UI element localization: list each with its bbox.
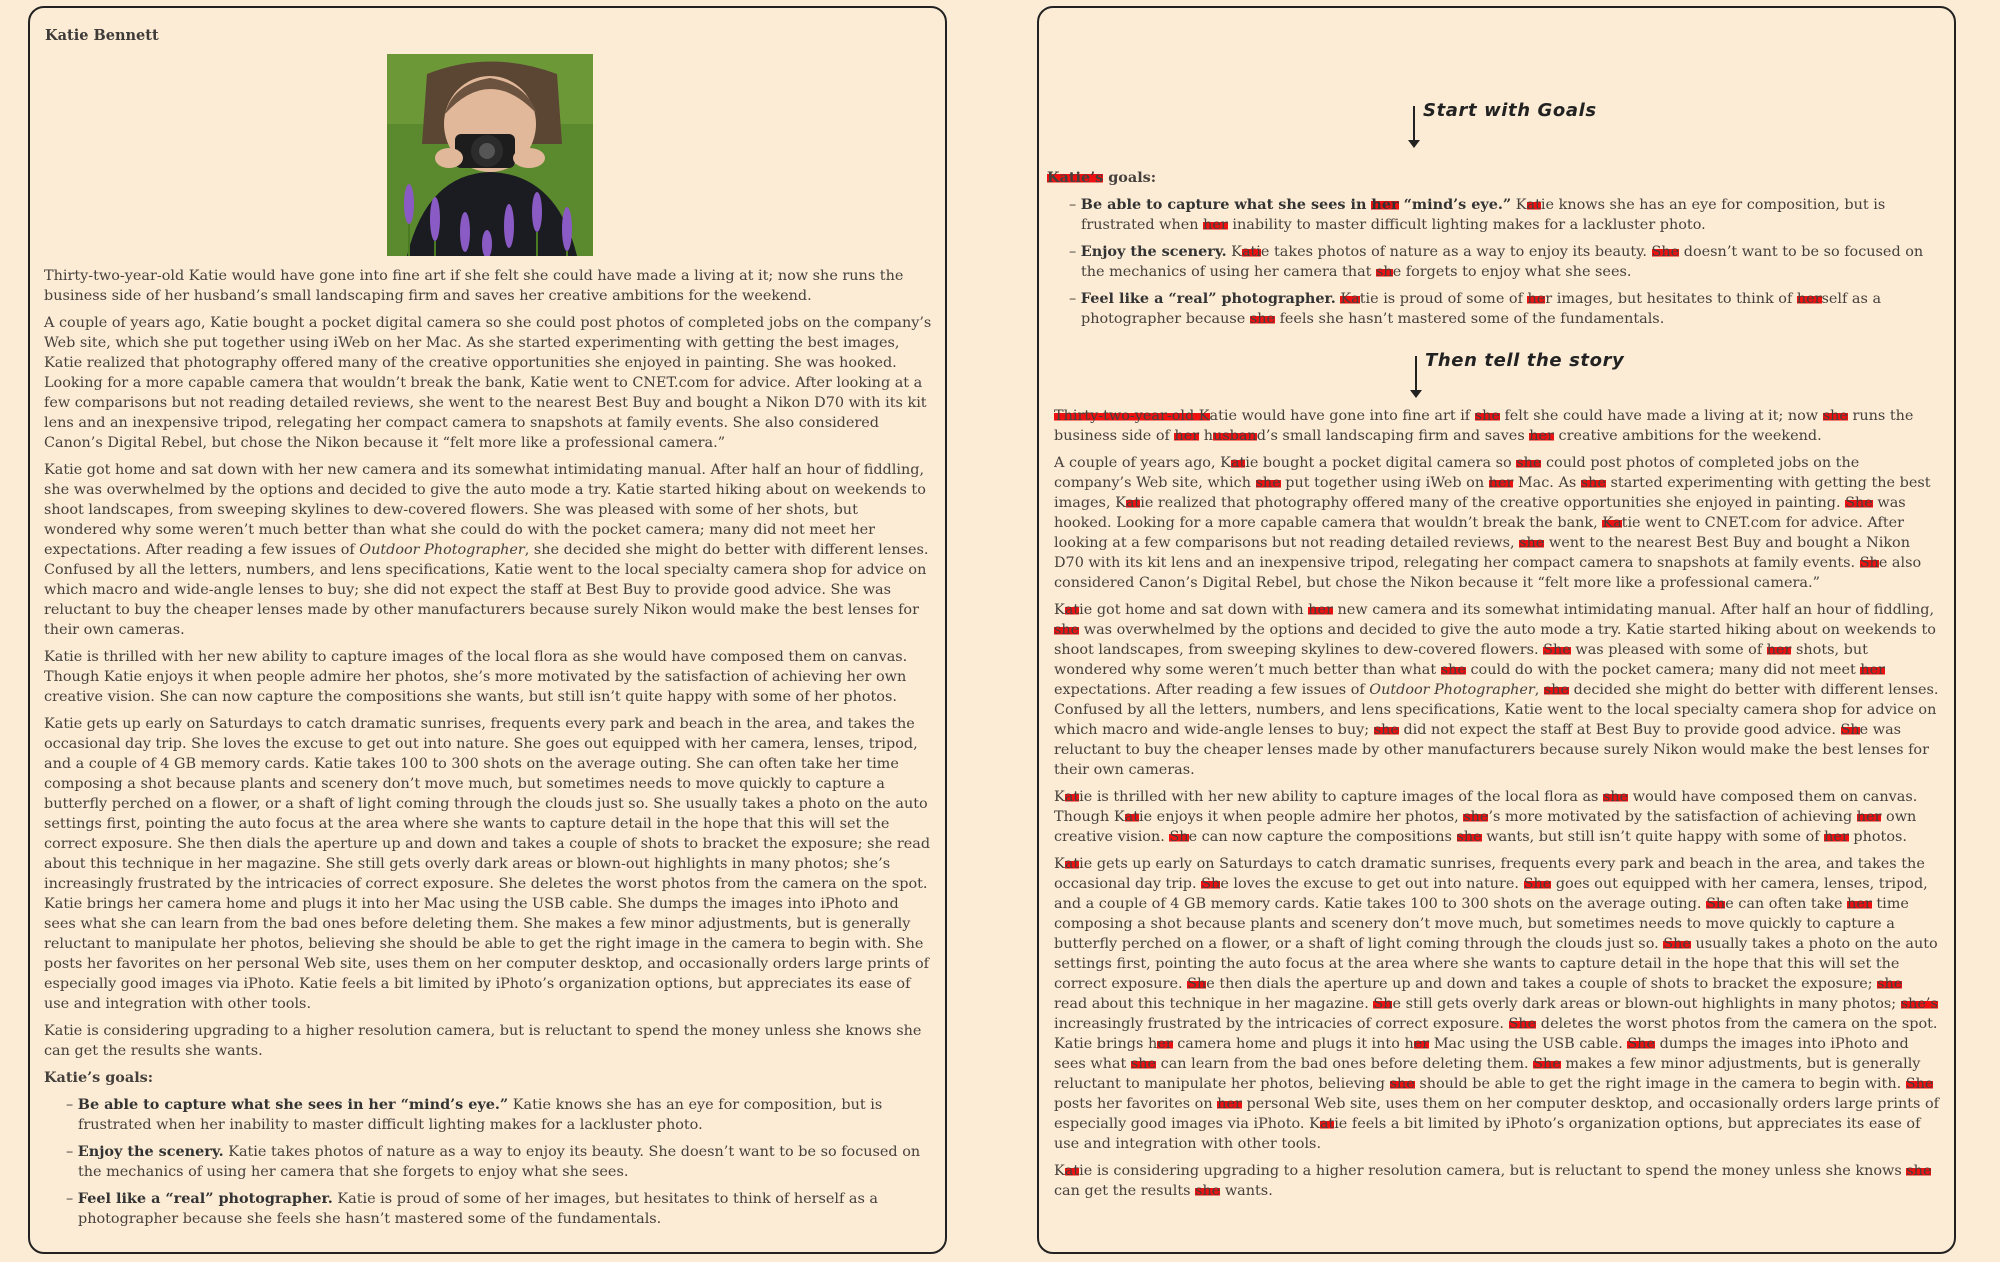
goal-text: Katie knows she has an eye for composition, but is frustrated when her inability to master difficult lighting makes for a lackluster photo. [78,1097,883,1133]
goal-text: Katie takes photos of nature as a way to enjoy its beauty. She doesn’t want to be so focused on the mechanics of using her camera that she forgets to enjoy what she sees. [78,1144,921,1180]
redaction-mark: she [1474,408,1500,424]
goal-item: – Feel like a “real” photographer. Katie is proud of some of her images, but hesitates to think of herself as a photographer because she feels she hasn’t mastered some of the fundamentals. [1069,290,1882,327]
redaction-mark: she [1580,475,1606,491]
goal-item: – Enjoy the scenery. Katie takes photos of nature as a way to enjoy its beauty. She doesn’t want to be so focused on the mechanics of using her camera that she forgets to enjoy what she sees. [66,1143,921,1180]
redaction-mark: she [1456,829,1482,845]
paragraph: Katie got home and sat down with her new camera and its somewhat intimidating manual. After half an hour of fiddling, she was overwhelmed by the options and decided to give the auto mode a try. Katie started hiking about on weekends to shoot landscapes, from sweeping skylines to dew-covered flowers. She was pleased with some of her shots, but wondered why some weren’t much better than what she could do with the pocket camera; many did not meet her expectations. After reading a few issues of Outdoor Photographer, she decided she might do better with different lenses. Confused by all the letters, numbers, and lens specifications, Katie went to the local specialty camera shop for advice on which macro and wide-angle lenses to buy; she did not expect the staff at Best Buy to provide good advice. She was reluctant to buy the cheaper lenses made by other manufacturers because surely Nikon would make the best lenses for their own cameras. [44,462,929,638]
redaction-mark: she [1516,455,1542,471]
paragraph: Katie is thrilled with her new ability to capture images of the local flora as she would have composed them on canvas. Though Katie enjoys it when people admire her photos, she’s more motivated by the satisfaction of achieving her own creative vision. She can now capture the compositions she wants, but still isn’t quite happy with some of her photos. [44,649,908,705]
redaction-mark: her [1860,662,1886,678]
redaction-mark: he [1527,291,1546,307]
magazine-title: Outdoor Photographer [1369,682,1535,698]
redaction-mark: at [1125,495,1141,511]
redaction-mark: She [1651,244,1680,260]
goal-text: Katie is proud of some of her images, but hesitates to think of herself as a photographer because she feels she hasn’t mastered some of the fundamentals. [78,1191,879,1227]
paragraph: Katie is considering upgrading to a higher resolution camera, but is reluctant to spend the money unless she knows she can get the results she wants. [1054,1163,1932,1199]
redaction-mark: her [1824,829,1849,845]
redaction-mark: She [1845,495,1873,511]
redaction-mark: usban [1212,428,1257,444]
redaction-mark: she [1255,475,1281,491]
redaction-mark: sh [1376,264,1393,280]
paragraph: Katie is considering upgrading to a higher resolution camera, but is reluctant to spend the money unless she knows she can get the results she wants. [44,1023,922,1059]
redaction-mark: Sh [1840,722,1860,738]
redaction-mark: she [1373,722,1399,738]
redaction-mark: she [1389,1076,1415,1092]
paragraph: Katie gets up early on Saturdays to catch dramatic sunrises, frequents every park and beach in the area, and takes the occasional day trip. She loves the excuse to get out into nature. She goes out equipped with her camera, lenses, tripod, and a couple of 4 GB memory cards. Katie takes 100 to 300 shots on the average outing. She can often take her time composing a shot because plants and scenery don’t move much, but sometimes needs to move quickly to capture a butterfly perched on a flower, or a shaft of light coming through the clouds just so. She usually takes a photo on the auto settings first, pointing the auto focus at the area where she wants to capture detail in the hope that this will set the correct exposure. She then dials the aperture up and down and takes a couple of shots to bracket the exposure; she read about this technique in her magazine. She still gets overly dark areas or blown-out highlights in many photos; she’s increasingly frustrated by the intricacies of correct exposure. She deletes the worst photos from the camera on the spot. Katie brings her camera home and plugs it into her Mac using the USB cable. She dumps the images into iPhoto and sees what she can learn from the bad ones before deleting them. She makes a few minor adjustments, but is generally reluctant to manipulate her photos, believing she should be able to get the right image in the camera to begin with. She posts her favorites on her personal Web site, uses them on her computer desktop, and occasionally orders large prints of especially good images via iPhoto. Katie feels a bit limited by iPhoto’s organization options, but appreciates its ease of use and integration with other tools. [44,716,931,1012]
redaction-mark: her [1847,896,1872,912]
goals-heading-text: goals: [1103,169,1157,186]
redaction-mark: Ka [1340,291,1360,307]
goal-item: – Be able to capture what she sees in her “mind’s eye.” Katie knows she has an eye for composition, but is frustrated when her inability to master difficult lighting makes for a lackluster photo. [1069,196,1886,233]
annotation-then-tell-the-story: Then tell the story [1425,350,1625,371]
goal-title: Enjoy the scenery. [1080,243,1227,260]
redaction-mark: her [1796,291,1822,307]
redaction-mark: she [1130,1056,1157,1072]
redaction-mark: at [1124,809,1139,825]
goal-title: Be able to capture what she sees in her “mind’s eye.” [1080,196,1512,213]
goal-item: – Feel like a “real” photographer. Katie is proud of some of her images, but hesitates to think of herself as a photographer because she feels she hasn’t mastered some of the fundamentals. [66,1190,879,1227]
redaction-mark: at [1526,197,1541,213]
redaction-mark: she [1603,789,1629,805]
redaction-mark: at [1064,602,1080,618]
arrow-down-icon [1413,106,1415,142]
redaction-mark: her [1488,475,1514,491]
redaction-mark: She [1523,876,1552,892]
paragraph: Katie got home and sat down with her new camera and its somewhat intimidating manual. After half an hour of fiddling, she was overwhelmed by the options and decided to give the auto mode a try. Katie started hiking about on weekends to shoot landscapes, from sweeping skylines to dew-covered flowers. She was pleased with some of her shots, but wondered why some weren’t much better than what she could do with the pocket camera; many did not meet her expectations. After reading a few issues of Outdoor Photographer, she decided she might do better with different lenses. Confused by all the letters, numbers, and lens specifications, Katie went to the local specialty camera shop for advice on which macro and wide-angle lenses to buy; she did not expect the staff at Best Buy to provide good advice. She was reluctant to buy the cheaper lenses made by other manufacturers because surely Nikon would make the best lenses for their own cameras. [1054,602,1939,778]
redaction-mark: at [1319,1116,1335,1132]
redaction-mark: She [1543,642,1571,658]
paragraph: Katie is thrilled with her new ability to capture images of the local flora as she would have composed them on canvas. Though Katie enjoys it when people admire her photos, she’s more motivated by the satisfaction of achieving her own creative vision. She can now capture the compositions she wants, but still isn’t quite happy with some of her photos. [1054,789,1918,845]
goal-title: Feel like a “real” photographer. [77,1190,333,1207]
redaction-mark: she [1877,976,1903,992]
goal-title: Enjoy the scenery. [77,1143,224,1160]
goals-heading: Katie’s goals: [44,1069,154,1086]
redaction-mark: She [1905,1076,1934,1092]
redaction-mark: at [1064,789,1080,805]
revised-persona-panel [1037,6,1956,1254]
paragraph: A couple of years ago, Katie bought a pocket digital camera so she could post photos of completed jobs on the company’s Web site, which she put together using iWeb on her Mac. As she started experimenting with getting the best images, Katie realized that photography offered many of the creative opportunities she enjoyed in painting. She was hooked. Looking for a more capable camera that wouldn’t break the bank, Katie went to CNET.com for advice. After looking at a few comparisons but not reading detailed reviews, she went to the nearest Best Buy and bought a Nikon D70 with its kit lens and an inexpensive tripod, relegating her compact camera to snapshots at family events. She also considered Canon’s Digital Rebel, but chose the Nikon because it “felt more like a professional camera.” [1054,455,1931,591]
persona-name: Katie Bennett [45,27,159,44]
goals-heading [1047,168,1937,188]
redaction-mark: she [1519,535,1545,551]
paragraph: A couple of years ago, Katie bought a pocket digital camera so she could post photos of completed jobs on the company’s Web site, which she put together using iWeb on her Mac. As she started experimenting with getting the best images, Katie realized that photography offered many of the creative opportunities she enjoyed in painting. She was hooked. Looking for a more capable camera that wouldn’t break the bank, Katie went to CNET.com for advice. After looking at a few comparisons but not reading detailed reviews, she went to the nearest Best Buy and bought a Nikon D70 with its kit lens and an inexpensive tripod, relegating her compact camera to snapshots at family events. She also considered Canon’s Digital Rebel, but chose the Nikon because it “felt more like a professional camera.” [44,315,932,451]
annotation-start-with-goals: Start with Goals [1423,100,1597,121]
paragraph: Katie gets up early on Saturdays to catch dramatic sunrises, frequents every park and beach in the area, and takes the occasional day trip. She loves the excuse to get out into nature. She goes out equipped with her camera, lenses, tripod, and a couple of 4 GB memory cards. Katie takes 100 to 300 shots on the average outing. She can often take her time composing a shot because plants and scenery don’t move much, but sometimes needs to move quickly to capture a butterfly perched on a flower, or a shaft of light coming through the clouds just so. She usually takes a photo on the auto settings first, pointing the auto focus at the area where she wants to capture detail in the hope that this will set the correct exposure. She then dials the aperture up and down and takes a couple of shots to bracket the exposure; she read about this technique in her magazine. She still gets overly dark areas or blown-out highlights in many photos; she’s increasingly frustrated by the intricacies of correct exposure. She deletes the worst photos from the camera on the spot. Katie brings her camera home and plugs it into her Mac using the USB cable. She dumps the images into iPhoto and sees what she can learn from the bad ones before deleting them. She makes a few minor adjustments, but is generally reluctant to manipulate her photos, believing she should be able to get the right image in the camera to begin with. She posts her favorites on her personal Web site, uses them on her computer desktop, and occasionally orders large prints of especially good images via iPhoto. Katie feels a bit limited by iPhoto’s organization options, but appreciates its ease of use and integration with other tools. [1054,856,1939,1152]
redaction-mark: ati [1241,244,1261,260]
redaction-mark: her [1174,428,1200,444]
redaction-mark: She [1663,936,1691,952]
persona-body [44,266,932,1236]
redaction-mark: Sh [1201,876,1221,892]
redaction-mark: Sh [1169,829,1189,845]
redaction-mark: her [1203,217,1228,233]
redaction-mark: her [1529,428,1554,444]
redaction-mark: Thirty-two-year-old K [1054,408,1210,424]
original-persona-panel [28,6,947,1254]
redaction-mark: er [1413,1036,1430,1052]
redacted-name: Katie’s [1047,169,1104,186]
redaction-mark: she [1195,1183,1221,1199]
redaction-mark: She [1508,1016,1537,1032]
goal-item: – Be able to capture what she sees in her “mind’s eye.” Katie knows she has an eye for composition, but is frustrated when her inability to master difficult lighting makes for a lackluster photo. [66,1096,883,1133]
goal-title: Be able to capture what she sees in her “mind’s eye.” [77,1096,509,1113]
redaction-mark: She [1533,1056,1561,1072]
redaction-mark: er [1157,1036,1173,1052]
redaction-mark: she [1054,622,1080,638]
redaction-mark: at [1064,856,1080,872]
redaction-mark: her [1766,642,1792,658]
paragraph: Thirty-two-year-old Katie would have gone into fine art if she felt she could have made a living at it; now she runs the business side of her husband’s small landscaping firm and saves her creative ambitions for the weekend. [44,268,904,304]
redaction-mark: she [1249,311,1275,327]
redaction-mark: her [1308,602,1333,618]
redaction-mark: her [1371,196,1399,213]
redaction-mark: she [1543,682,1570,698]
redaction-mark: She [1627,1036,1656,1052]
magazine-title: Outdoor Photographer [359,542,525,558]
redaction-mark: she [1822,408,1848,424]
redaction-mark: she [1440,662,1466,678]
redaction-mark: she [1906,1163,1932,1179]
paragraph: Thirty-two-year-old Katie would have gone into fine art if she felt she could have made a living at it; now she runs the business side of her husband’s small landscaping firm and saves her creative ambitions for the weekend. [1054,408,1914,444]
arrow-down-icon [1415,356,1417,392]
redaction-mark: at [1230,455,1246,471]
redaction-mark: Ka [1602,515,1622,531]
redaction-mark: she [1463,809,1489,825]
redaction-mark: she’s [1900,996,1938,1012]
persona-photo-icon [387,54,593,256]
redaction-mark: her [1217,1096,1242,1112]
redaction-mark: Sh [1373,996,1393,1012]
redaction-mark: at [1064,1163,1080,1179]
goal-item: – Enjoy the scenery. Katie takes photos of nature as a way to enjoy its beauty. She doesn’t want to be so focused on the mechanics of using her camera that she forgets to enjoy what she sees. [1069,243,1924,280]
redaction-mark: Sh [1706,896,1726,912]
persona-photo [387,54,593,256]
goal-list [1047,195,1937,329]
story-section [1054,406,1939,1208]
goals-section [1047,164,1937,336]
goal-title: Feel like a “real” photographer. [1080,290,1336,307]
redaction-mark: her [1856,809,1882,825]
redaction-mark: Sh [1859,555,1879,571]
redaction-mark: Sh [1187,976,1207,992]
